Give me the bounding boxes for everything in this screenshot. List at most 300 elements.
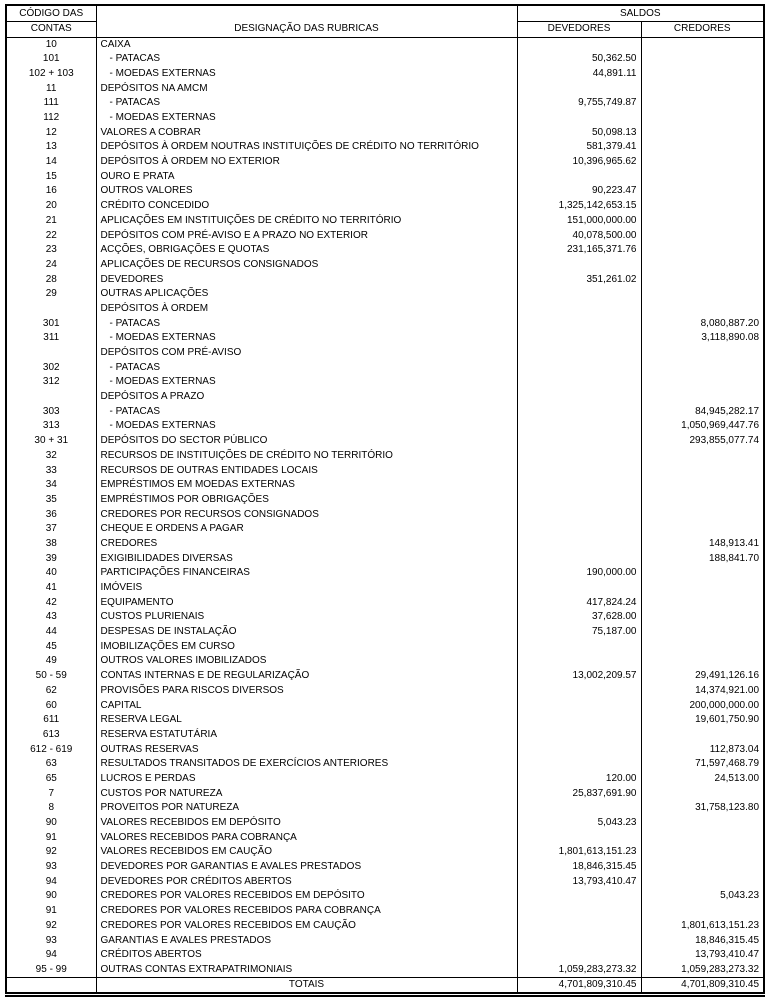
designation-cell: CREDORES POR VALORES RECEBIDOS EM DEPÓSITO — [96, 889, 517, 904]
table-row — [6, 580, 764, 595]
designation-cell: RESERVA ESTATUTÁRIA — [96, 727, 517, 742]
table-row — [6, 654, 764, 669]
table-row — [6, 625, 764, 640]
designation-cell: VALORES RECEBIDOS EM CAUÇÃO — [96, 845, 517, 860]
table-row — [6, 845, 764, 860]
designation-cell: RESERVA LEGAL — [96, 713, 517, 728]
devedores-cell — [517, 654, 641, 669]
devedores-cell — [517, 169, 641, 184]
account-code-cell: 16 — [6, 184, 96, 199]
credores-cell — [641, 830, 764, 845]
credores-cell: 1,050,969,447.76 — [641, 419, 764, 434]
designation-cell: CRÉDITO CONCEDIDO — [96, 199, 517, 214]
designation-cell: OURO E PRATA — [96, 169, 517, 184]
account-code-cell: 14 — [6, 155, 96, 170]
designation-cell: PARTICIPAÇÕES FINANCEIRAS — [96, 566, 517, 581]
credores-cell — [641, 140, 764, 155]
devedores-cell: 50,362.50 — [517, 52, 641, 67]
devedores-cell — [517, 580, 641, 595]
account-code-cell: 94 — [6, 948, 96, 963]
designation-cell: DEPÓSITOS COM PRÉ-AVISO — [96, 345, 517, 360]
table-row — [6, 184, 764, 199]
devedores-cell — [517, 316, 641, 331]
credores-cell — [641, 860, 764, 875]
table-row — [6, 757, 764, 772]
credores-cell — [641, 845, 764, 860]
header-designacao-rubricas: DESIGNAÇÃO DAS RUBRICAS — [96, 5, 517, 37]
designation-cell: - PATACAS — [96, 52, 517, 67]
credores-cell — [641, 727, 764, 742]
table-row — [6, 37, 764, 52]
credores-cell — [641, 37, 764, 52]
devedores-cell — [517, 375, 641, 390]
credores-cell — [641, 301, 764, 316]
designation-cell: CAIXA — [96, 37, 517, 52]
designation-cell: - PATACAS — [96, 404, 517, 419]
devedores-cell — [517, 448, 641, 463]
table-row — [6, 301, 764, 316]
credores-cell — [641, 522, 764, 537]
credores-cell — [641, 463, 764, 478]
designation-cell: DEPÓSITOS À ORDEM — [96, 301, 517, 316]
table-row — [6, 698, 764, 713]
credores-cell — [641, 96, 764, 111]
credores-cell: 71,597,468.79 — [641, 757, 764, 772]
devedores-cell — [517, 713, 641, 728]
account-code-cell: 44 — [6, 625, 96, 640]
designation-cell: - MOEDAS EXTERNAS — [96, 331, 517, 346]
credores-cell — [641, 125, 764, 140]
designation-cell: - MOEDAS EXTERNAS — [96, 419, 517, 434]
account-code-cell: 95 - 99 — [6, 962, 96, 977]
credores-cell: 5,043.23 — [641, 889, 764, 904]
table-row — [6, 713, 764, 728]
credores-cell: 1,801,613,151.23 — [641, 918, 764, 933]
header-row-1 — [6, 5, 764, 21]
table-row — [6, 434, 764, 449]
table-row — [6, 419, 764, 434]
table-row — [6, 463, 764, 478]
credores-cell — [641, 625, 764, 640]
table-row — [6, 551, 764, 566]
devedores-cell: 120.00 — [517, 771, 641, 786]
table-row — [6, 345, 764, 360]
devedores-cell: 417,824.24 — [517, 595, 641, 610]
account-code-cell: 91 — [6, 904, 96, 919]
table-row — [6, 566, 764, 581]
designation-cell: VALORES RECEBIDOS EM DEPÓSITO — [96, 815, 517, 830]
account-code-cell: 312 — [6, 375, 96, 390]
devedores-cell: 18,846,315.45 — [517, 860, 641, 875]
account-code-cell: 302 — [6, 360, 96, 375]
credores-cell — [641, 345, 764, 360]
devedores-cell: 50,098.13 — [517, 125, 641, 140]
account-code-cell: 91 — [6, 830, 96, 845]
credores-cell — [641, 786, 764, 801]
table-row — [6, 390, 764, 405]
devedores-cell — [517, 742, 641, 757]
designation-cell: DEPÓSITOS À ORDEM NOUTRAS INSTITUIÇÕES DE CRÉDITO NO TERRITÓRIO — [96, 140, 517, 155]
designation-cell: DEVEDORES POR GARANTIAS E AVALES PRESTADOS — [96, 860, 517, 875]
devedores-cell — [517, 257, 641, 272]
credores-cell: 29,491,126.16 — [641, 669, 764, 684]
table-body — [6, 37, 764, 977]
devedores-cell — [517, 345, 641, 360]
designation-cell: RECURSOS DE OUTRAS ENTIDADES LOCAIS — [96, 463, 517, 478]
credores-cell — [641, 110, 764, 125]
table-row — [6, 801, 764, 816]
table-row — [6, 375, 764, 390]
table-row — [6, 243, 764, 258]
credores-cell — [641, 360, 764, 375]
account-code-cell — [6, 345, 96, 360]
designation-cell: CRÉDITOS ABERTOS — [96, 948, 517, 963]
devedores-cell: 44,891.11 — [517, 66, 641, 81]
table-header — [6, 5, 764, 37]
account-code-cell: 63 — [6, 757, 96, 772]
devedores-cell: 231,165,371.76 — [517, 243, 641, 258]
credores-cell: 8,080,887.20 — [641, 316, 764, 331]
credores-cell: 112,873.04 — [641, 742, 764, 757]
devedores-cell — [517, 536, 641, 551]
credores-cell — [641, 595, 764, 610]
credores-cell: 31,758,123.80 — [641, 801, 764, 816]
designation-cell: CREDORES POR VALORES RECEBIDOS PARA COBRANÇA — [96, 904, 517, 919]
devedores-cell — [517, 110, 641, 125]
credores-cell — [641, 566, 764, 581]
designation-cell: IMÓVEIS — [96, 580, 517, 595]
table-row — [6, 595, 764, 610]
designation-cell: VALORES A COBRAR — [96, 125, 517, 140]
account-code-cell: 611 — [6, 713, 96, 728]
account-code-cell: 13 — [6, 140, 96, 155]
designation-cell: - PATACAS — [96, 316, 517, 331]
devedores-cell: 581,379.41 — [517, 140, 641, 155]
credores-cell — [641, 478, 764, 493]
devedores-cell: 40,078,500.00 — [517, 228, 641, 243]
account-code-cell — [6, 390, 96, 405]
table-row — [6, 331, 764, 346]
devedores-cell: 1,325,142,653.15 — [517, 199, 641, 214]
devedores-cell — [517, 419, 641, 434]
table-row — [6, 683, 764, 698]
designation-cell: CHEQUE E ORDENS A PAGAR — [96, 522, 517, 537]
table-row — [6, 52, 764, 67]
account-code-cell: 303 — [6, 404, 96, 419]
table-row — [6, 155, 764, 170]
account-code-cell: 11 — [6, 81, 96, 96]
table-row — [6, 492, 764, 507]
table-row — [6, 66, 764, 81]
header-credores: CREDORES — [641, 21, 764, 37]
devedores-cell — [517, 933, 641, 948]
table-row — [6, 257, 764, 272]
account-code-cell: 62 — [6, 683, 96, 698]
designation-cell: OUTROS VALORES — [96, 184, 517, 199]
designation-cell: DEPÓSITOS COM PRÉ-AVISO E A PRAZO NO EXTERIOR — [96, 228, 517, 243]
devedores-cell: 1,801,613,151.23 — [517, 845, 641, 860]
header-saldos: SALDOS — [517, 5, 764, 21]
account-code-cell: 8 — [6, 801, 96, 816]
devedores-cell: 351,261.02 — [517, 272, 641, 287]
table-row — [6, 815, 764, 830]
credores-cell: 148,913.41 — [641, 536, 764, 551]
credores-cell — [641, 228, 764, 243]
account-code-cell: 93 — [6, 860, 96, 875]
credores-cell — [641, 81, 764, 96]
designation-cell: DEVEDORES POR CRÉDITOS ABERTOS — [96, 874, 517, 889]
credores-cell: 84,945,282.17 — [641, 404, 764, 419]
header-codigo-das: CÓDIGO DAS — [6, 5, 96, 21]
devedores-cell — [517, 507, 641, 522]
account-code-cell: 92 — [6, 918, 96, 933]
table-row — [6, 948, 764, 963]
table-row — [6, 478, 764, 493]
table-row — [6, 933, 764, 948]
account-code-cell: 41 — [6, 580, 96, 595]
account-code-cell: 111 — [6, 96, 96, 111]
designation-cell: EMPRÉSTIMOS EM MOEDAS EXTERNAS — [96, 478, 517, 493]
credores-cell — [641, 52, 764, 67]
account-code-cell: 40 — [6, 566, 96, 581]
header-contas: CONTAS — [6, 21, 96, 37]
table-row — [6, 316, 764, 331]
account-code-cell: 23 — [6, 243, 96, 258]
designation-cell: PROVISÕES PARA RISCOS DIVERSOS — [96, 683, 517, 698]
table-row — [6, 610, 764, 625]
account-code-cell: 311 — [6, 331, 96, 346]
credores-cell — [641, 199, 764, 214]
table-row — [6, 140, 764, 155]
totals-devedores-value: 4,701,809,310.45 — [517, 977, 641, 994]
devedores-cell — [517, 889, 641, 904]
credores-cell: 24,513.00 — [641, 771, 764, 786]
devedores-cell — [517, 434, 641, 449]
designation-cell: CONTAS INTERNAS E DE REGULARIZAÇÃO — [96, 669, 517, 684]
credores-cell — [641, 66, 764, 81]
credores-cell — [641, 507, 764, 522]
designation-cell: DEPÓSITOS À ORDEM NO EXTERIOR — [96, 155, 517, 170]
table-row — [6, 287, 764, 302]
account-code-cell: 22 — [6, 228, 96, 243]
designation-cell: DESPESAS DE INSTALAÇÃO — [96, 625, 517, 640]
table-row — [6, 81, 764, 96]
account-code-cell: 35 — [6, 492, 96, 507]
designation-cell: EQUIPAMENTO — [96, 595, 517, 610]
devedores-cell — [517, 698, 641, 713]
account-code-cell: 45 — [6, 639, 96, 654]
credores-cell — [641, 580, 764, 595]
table-row — [6, 889, 764, 904]
credores-cell — [641, 904, 764, 919]
account-code-cell: 50 - 59 — [6, 669, 96, 684]
designation-cell: VALORES RECEBIDOS PARA COBRANÇA — [96, 830, 517, 845]
account-code-cell: 37 — [6, 522, 96, 537]
credores-cell — [641, 448, 764, 463]
account-code-cell: 42 — [6, 595, 96, 610]
designation-cell: CREDORES POR RECURSOS CONSIGNADOS — [96, 507, 517, 522]
account-code-cell: 101 — [6, 52, 96, 67]
credores-cell: 200,000,000.00 — [641, 698, 764, 713]
account-code-cell: 92 — [6, 845, 96, 860]
account-code-cell: 38 — [6, 536, 96, 551]
devedores-cell — [517, 757, 641, 772]
account-code-cell: 301 — [6, 316, 96, 331]
account-code-cell — [6, 301, 96, 316]
designation-cell: - MOEDAS EXTERNAS — [96, 110, 517, 125]
table-row — [6, 962, 764, 977]
designation-cell: - PATACAS — [96, 96, 517, 111]
devedores-cell — [517, 463, 641, 478]
table-row — [6, 904, 764, 919]
designation-cell: PROVEITOS POR NATUREZA — [96, 801, 517, 816]
table-row — [6, 360, 764, 375]
table-row — [6, 669, 764, 684]
devedores-cell: 13,002,209.57 — [517, 669, 641, 684]
devedores-cell — [517, 81, 641, 96]
designation-cell: - PATACAS — [96, 360, 517, 375]
totals-row — [6, 977, 764, 994]
table-row — [6, 272, 764, 287]
devedores-cell — [517, 918, 641, 933]
totals-credores-value: 4,701,809,310.45 — [641, 977, 764, 994]
devedores-cell — [517, 522, 641, 537]
devedores-cell — [517, 830, 641, 845]
credores-cell — [641, 492, 764, 507]
credores-cell: 188,841.70 — [641, 551, 764, 566]
table-row — [6, 522, 764, 537]
designation-cell: EXIGIBILIDADES DIVERSAS — [96, 551, 517, 566]
table-footer — [6, 977, 764, 994]
credores-cell: 3,118,890.08 — [641, 331, 764, 346]
designation-cell: OUTRAS CONTAS EXTRAPATRIMONIAIS — [96, 962, 517, 977]
credores-cell: 293,855,077.74 — [641, 434, 764, 449]
account-code-cell: 43 — [6, 610, 96, 625]
designation-cell: DEPÓSITOS A PRAZO — [96, 390, 517, 405]
devedores-cell — [517, 37, 641, 52]
account-code-cell: 33 — [6, 463, 96, 478]
account-code-cell: 93 — [6, 933, 96, 948]
table-row — [6, 918, 764, 933]
account-code-cell: 20 — [6, 199, 96, 214]
credores-cell — [641, 155, 764, 170]
account-code-cell: 39 — [6, 551, 96, 566]
table-row — [6, 110, 764, 125]
designation-cell: EMPRÉSTIMOS POR OBRIGAÇÕES — [96, 492, 517, 507]
account-code-cell: 21 — [6, 213, 96, 228]
designation-cell: ACÇÕES, OBRIGAÇÕES E QUOTAS — [96, 243, 517, 258]
header-devedores: DEVEDORES — [517, 21, 641, 37]
account-code-cell: 102 + 103 — [6, 66, 96, 81]
table-row — [6, 125, 764, 140]
account-code-cell: 30 + 31 — [6, 434, 96, 449]
table-row — [6, 199, 764, 214]
credores-cell — [641, 213, 764, 228]
credores-cell — [641, 287, 764, 302]
table-row — [6, 639, 764, 654]
credores-cell — [641, 375, 764, 390]
devedores-cell: 9,755,749.87 — [517, 96, 641, 111]
account-code-cell: 613 — [6, 727, 96, 742]
devedores-cell: 1,059,283,273.32 — [517, 962, 641, 977]
designation-cell: APLICAÇÕES DE RECURSOS CONSIGNADOS — [96, 257, 517, 272]
devedores-cell — [517, 404, 641, 419]
table-row — [6, 786, 764, 801]
account-code-cell: 65 — [6, 771, 96, 786]
devedores-cell — [517, 360, 641, 375]
devedores-cell — [517, 683, 641, 698]
credores-cell — [641, 874, 764, 889]
designation-cell: RECURSOS DE INSTITUIÇÕES DE CRÉDITO NO TERRITÓRIO — [96, 448, 517, 463]
devedores-cell: 10,396,965.62 — [517, 155, 641, 170]
credores-cell — [641, 815, 764, 830]
table-row — [6, 404, 764, 419]
devedores-cell: 5,043.23 — [517, 815, 641, 830]
designation-cell: OUTRAS RESERVAS — [96, 742, 517, 757]
designation-cell: GARANTIAS E AVALES PRESTADOS — [96, 933, 517, 948]
account-code-cell: 90 — [6, 815, 96, 830]
table-row — [6, 213, 764, 228]
designation-cell: CUSTOS POR NATUREZA — [96, 786, 517, 801]
account-code-cell: 313 — [6, 419, 96, 434]
devedores-cell — [517, 287, 641, 302]
devedores-cell: 37,628.00 — [517, 610, 641, 625]
account-code-cell: 94 — [6, 874, 96, 889]
table-row — [6, 96, 764, 111]
designation-cell: CAPITAL — [96, 698, 517, 713]
designation-cell: RESULTADOS TRANSITADOS DE EXERCÍCIOS ANTERIORES — [96, 757, 517, 772]
designation-cell: OUTRAS APLICAÇÕES — [96, 287, 517, 302]
designation-cell: APLICAÇÕES EM INSTITUIÇÕES DE CRÉDITO NO TERRITÓRIO — [96, 213, 517, 228]
devedores-cell: 75,187.00 — [517, 625, 641, 640]
devedores-cell — [517, 801, 641, 816]
devedores-cell — [517, 904, 641, 919]
devedores-cell: 25,837,691.90 — [517, 786, 641, 801]
credores-cell: 18,846,315.45 — [641, 933, 764, 948]
table-row — [6, 536, 764, 551]
devedores-cell — [517, 551, 641, 566]
credores-cell: 13,793,410.47 — [641, 948, 764, 963]
account-code-cell: 36 — [6, 507, 96, 522]
table-row — [6, 830, 764, 845]
designation-cell: DEVEDORES — [96, 272, 517, 287]
credores-cell: 14,374,921.00 — [641, 683, 764, 698]
devedores-cell — [517, 639, 641, 654]
designation-cell: CREDORES — [96, 536, 517, 551]
credores-cell — [641, 654, 764, 669]
devedores-cell — [517, 948, 641, 963]
table-row — [6, 727, 764, 742]
account-code-cell: 12 — [6, 125, 96, 140]
table-row — [6, 771, 764, 786]
account-code-cell: 60 — [6, 698, 96, 713]
credores-cell — [641, 169, 764, 184]
designation-cell: DEPÓSITOS NA AMCM — [96, 81, 517, 96]
table-row — [6, 874, 764, 889]
devedores-cell — [517, 331, 641, 346]
table-row — [6, 507, 764, 522]
devedores-cell — [517, 390, 641, 405]
devedores-cell — [517, 301, 641, 316]
credores-cell: 1,059,283,273.32 — [641, 962, 764, 977]
account-code-cell: 90 — [6, 889, 96, 904]
devedores-cell: 151,000,000.00 — [517, 213, 641, 228]
account-code-cell: 34 — [6, 478, 96, 493]
table-row — [6, 228, 764, 243]
designation-cell: CREDORES POR VALORES RECEBIDOS EM CAUÇÃO — [96, 918, 517, 933]
account-code-cell: 24 — [6, 257, 96, 272]
credores-cell — [641, 639, 764, 654]
